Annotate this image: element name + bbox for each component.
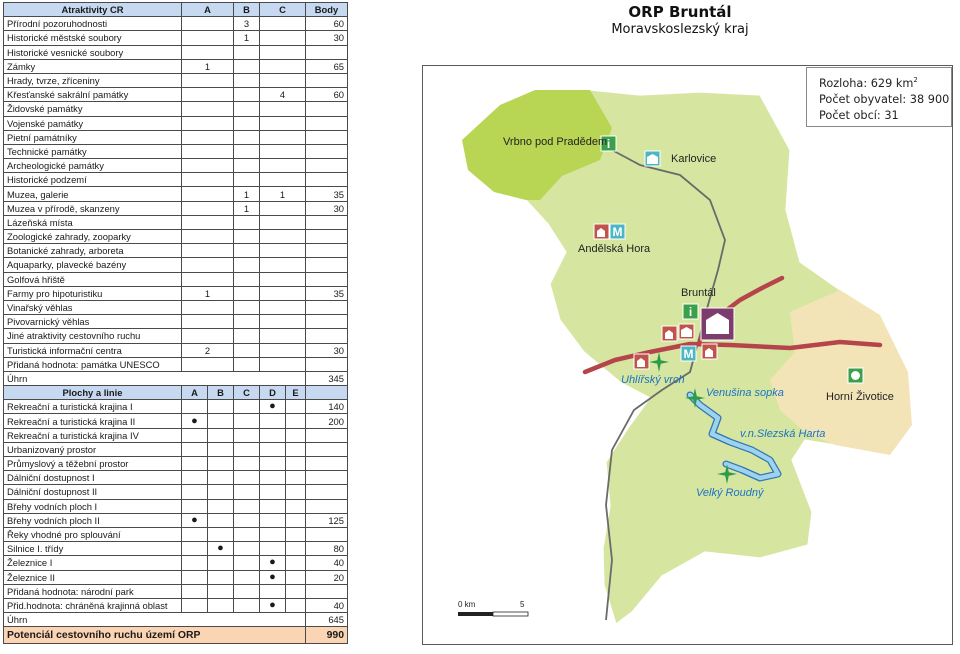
municipalities-stat: Počet obcí: 31 [819,108,899,122]
row-label: Historické podzemí [4,173,182,187]
row-label: Urbanizovaný prostor [4,442,182,456]
header-cell: A [182,386,208,400]
cell-points: 65 [306,59,348,73]
cell-points: 200 [306,414,348,428]
row-label: Křesťanské sakrální památky [4,88,182,102]
cell-points: 35 [306,286,348,300]
row-label: Přidaná hodnota: památka UNESCO [4,357,182,371]
map-title: ORP Bruntál [628,3,732,21]
total-label: Úhrn [4,371,306,385]
row-label: Historické městské soubory [4,31,182,45]
cell-d: ● [260,570,286,584]
cell-points: 40 [306,556,348,570]
place-label-venusina-sopka: Venušina sopka [706,387,784,399]
place-label-uhlirsky-vrch: Uhlířský vrch [621,374,685,386]
cell-points: 30 [306,343,348,357]
row-label: Břehy vodních ploch I [4,499,182,513]
row-label: Historické vesnické soubory [4,45,182,59]
total-value: 645 [306,613,348,627]
row-label: Železnice I [4,556,182,570]
row-label: Rekreační a turistická krajina II [4,414,182,428]
cell-a: ● [182,414,208,428]
place-label-vrbno: Vrbno pod Pradědem [503,136,608,148]
area-stat: Rozloha: 629 $km^2$ [819,76,918,90]
cell-a: 1 [182,286,234,300]
cell-a: 1 [182,59,234,73]
row-label: Muzea, galerie [4,187,182,201]
cell-a: 2 [182,343,234,357]
icon-letter: i [688,305,693,319]
cell-points: 140 [306,400,348,414]
row-label: Rekreační a turistická krajina I [4,400,182,414]
row-label: Přid.hodnota: chráněná krajinná oblast [4,598,182,612]
row-label: Průmyslový a těžební prostor [4,457,182,471]
row-label: Golfová hřiště [4,272,182,286]
row-label: Farmy pro hipoturistiku [4,286,182,300]
row-label: Přírodní pozoruhodnosti [4,17,182,31]
row-label: Přidaná hodnota: národní park [4,584,182,598]
cell-c: 4 [260,88,306,102]
cell-b: ● [208,542,234,556]
scale-bar [458,612,528,616]
row-label: Zoologické zahrady, zooparky [4,230,182,244]
row-label: Hrady, tvrze, zříceniny [4,73,182,87]
cell-b: 1 [234,31,260,45]
row-label: Dálniční dostupnost II [4,485,182,499]
cell-b: 3 [234,17,260,31]
cell-points: 60 [306,17,348,31]
place-label-karlovice: Karlovice [671,153,717,165]
cell-points: 125 [306,513,348,527]
row-label: Pivovarnický věhlas [4,315,182,329]
potential-value: 990 [306,627,348,644]
total-value: 345 [306,371,348,385]
cell-points: 30 [306,201,348,215]
row-label: Archeologické památky [4,159,182,173]
horse-shape [851,371,860,380]
cell-d: ● [260,400,286,414]
cell-points: 80 [306,542,348,556]
row-label: Muzea v přírodě, skanzeny [4,201,182,215]
population-stat: Počet obyvatel: 38 900 [819,92,950,106]
header-cell: C [260,3,306,17]
header-cell: B [234,3,260,17]
cell-points: 40 [306,598,348,612]
header-cell: A [182,3,234,17]
total-label: Úhrn [4,613,306,627]
header-cell: E [286,386,306,400]
potential-label: Potenciál cestovního ruchu území ORP [4,627,306,644]
icon-letter: M [683,347,694,361]
header-cell: D [260,386,286,400]
header-cell: Body [306,3,348,17]
header-cell: B [208,386,234,400]
stats-box [806,67,952,127]
cell-a: ● [182,513,208,527]
map-subtitle: Moravskoslezský kraj [611,22,749,37]
header-cell: Atraktivity CR [4,3,182,17]
cell-points: 35 [306,187,348,201]
row-label: Židovské památky [4,102,182,116]
cell-points: 30 [306,31,348,45]
row-label: Pietní památníky [4,130,182,144]
place-label-andelska-hora: Andělská Hora [578,243,651,255]
row-label: Silnice I. třídy [4,542,182,556]
row-label: Technické památky [4,144,182,158]
row-label: Dálniční dostupnost I [4,471,182,485]
place-label-bruntal: Bruntál [681,287,716,299]
scale-label-start: 0 km [458,600,476,609]
row-label: Břehy vodních ploch II [4,513,182,527]
row-label: Jiné atraktivity cestovního ruchu [4,329,182,343]
cell-d: ● [260,556,286,570]
scale-label-end: 5 [520,600,525,609]
row-label: Zámky [4,59,182,73]
row-label: Botanické zahrady, arboreta [4,244,182,258]
icon-letter: M [612,225,623,239]
cell-points: 20 [306,570,348,584]
cell-b: 1 [234,201,260,215]
row-label: Lázeňská místa [4,215,182,229]
place-label-horni-zivotice: Horní Životice [826,391,894,403]
place-label-velky-roudny: Velký Roudný [696,487,764,499]
row-label: Vojenské památky [4,116,182,130]
row-label: Železnice II [4,570,182,584]
row-label: Vinařský věhlas [4,300,182,314]
cell-points: 60 [306,88,348,102]
cell-c: 1 [260,187,306,201]
header-cell: Plochy a linie [4,386,182,400]
header-cell: C [234,386,260,400]
row-label: Turistická informační centra [4,343,182,357]
icon-letter: i [606,137,611,151]
cell-d: ● [260,598,286,612]
cell-b: 1 [234,187,260,201]
row-label: Aquaparky, plavecké bazény [4,258,182,272]
place-label-slezska-harta: v.n.Slezská Harta [740,428,826,440]
row-label: Rekreační a turistická krajina IV [4,428,182,442]
row-label: Řeky vhodné pro splouvání [4,527,182,541]
